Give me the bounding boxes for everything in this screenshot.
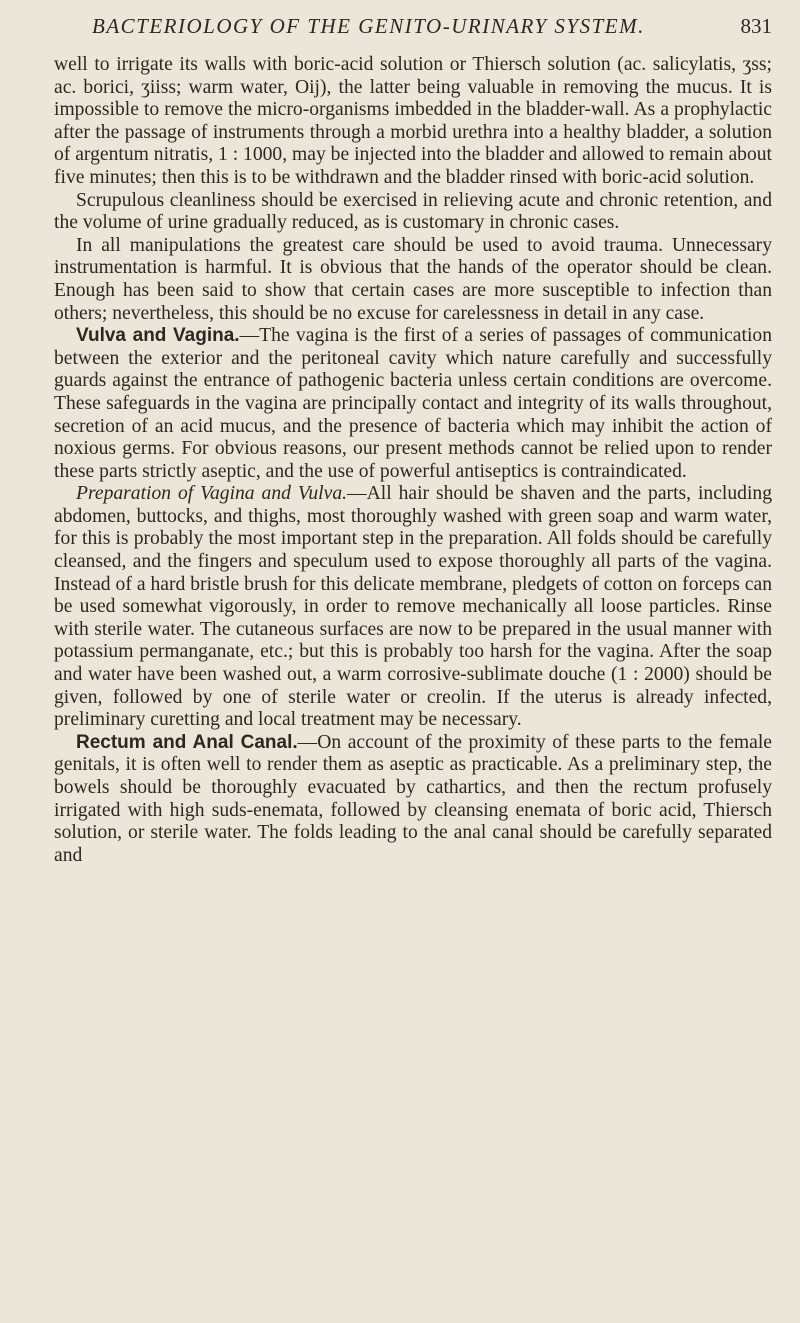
section-heading-vulva-vagina: Vulva and Vagina. (76, 325, 240, 347)
running-head-title: BACTERIOLOGY OF THE GENITO-URINARY SYSTEM. (92, 14, 645, 38)
paragraph-retention (54, 190, 772, 235)
paragraph-preparation (54, 483, 772, 732)
paragraph-text: —All hair should be shaven and the parts, including abdomen, buttocks, and thighs, most thoroughly washed with green soap and warm water, for this is probably the most important step in the preparation. All folds should be carefully cleansed, and the fingers and speculum used to expose thoroughly all parts of the vagina. Instead of a hard bristle brush for this delicate membrane, pledgets of cotton on forceps can be used somewhat vigorously, in order to remove mechanically all loose particles. Rinse with sterile water. The cutaneous surfaces are now to be prepared in the usual manner with potassium permanganate, etc.; but this is probably too harsh for the vagina. After the soap and water have been washed out, a warm corrosive-sublimate douche (1 : 2000) should be given, followed by one of sterile water or creolin. If the uterus is already infected, preliminary curetting and local treatment may be necessary. (54, 483, 772, 731)
paragraph-text: In all manipulations the greatest care should be used to avoid trauma. Unnecessary instrumentation is harmful. It is obvious that the hands of the operator should be clean. Enough has been said to show that certain cases are more susceptible to infection than others; nevertheless, this should be no excuse for carelessness in detail in any case. (54, 234, 772, 324)
paragraph-bladder-irrigation (54, 54, 772, 190)
paragraph-text: Scrupulous cleanliness should be exercised in relieving acute and chronic retention, and the volume of urine gradually reduced, as is customary in chronic cases. (54, 189, 772, 234)
running-head (54, 14, 772, 54)
paragraph-rectum-anal (54, 732, 772, 868)
subsection-heading-preparation: Preparation of Vagina and Vulva. (76, 483, 348, 505)
body-text (54, 54, 772, 867)
paragraph-text: —On account of the proximity of these parts to the female genitals, it is often well to render them as aseptic as practicable. As a preliminary step, the bowels should be thoroughly evacuated by cathartics, and then the rectum profusely irrigated with high suds-enemata, followed by cleansing enemata of boric acid, Thiersch solution, or sterile water. The folds leading to the anal canal should be carefully separated and (54, 731, 772, 866)
paragraph-vulva-vagina (54, 325, 772, 483)
paragraph-trauma (54, 235, 772, 325)
page-number: 831 (740, 14, 772, 38)
section-heading-rectum-anal: Rectum and Anal Canal. (76, 731, 298, 753)
paragraph-text: —The vagina is the first of a series of passages of communication between the exterior and the peritoneal cavity which nature carefully and successfully guards against the entrance of pathogenic bacteria unless certain conditions are overcome. These safeguards in the vagina are principally contact and integrity of its walls throughout, secretion of an acid mucus, and the presence of bacteria which may inhibit the action of noxious germs. For obvious reasons, our present methods cannot be relied upon to render these parts strictly aseptic, and the use of powerful antiseptics is contraindicated. (54, 325, 772, 482)
paragraph-text: well to irrigate its walls with boric-acid solution or Thiersch solution (ac. salicylatis, ʒss; ac. borici, ʒiiss; warm water, Oij), the latter being valuable in removing the mucus. It is impossible to remove the micro-organisms imbedded in the bladder-wall. As a prophylactic after the passage of instruments through a morbid urethra into a healthy bladder, a solution of argentum nitratis, 1 : 1000, may be injected into the bladder and allowed to remain about five minutes; then this is to be withdrawn and the bladder rinsed with boric-acid solution. (54, 54, 772, 188)
